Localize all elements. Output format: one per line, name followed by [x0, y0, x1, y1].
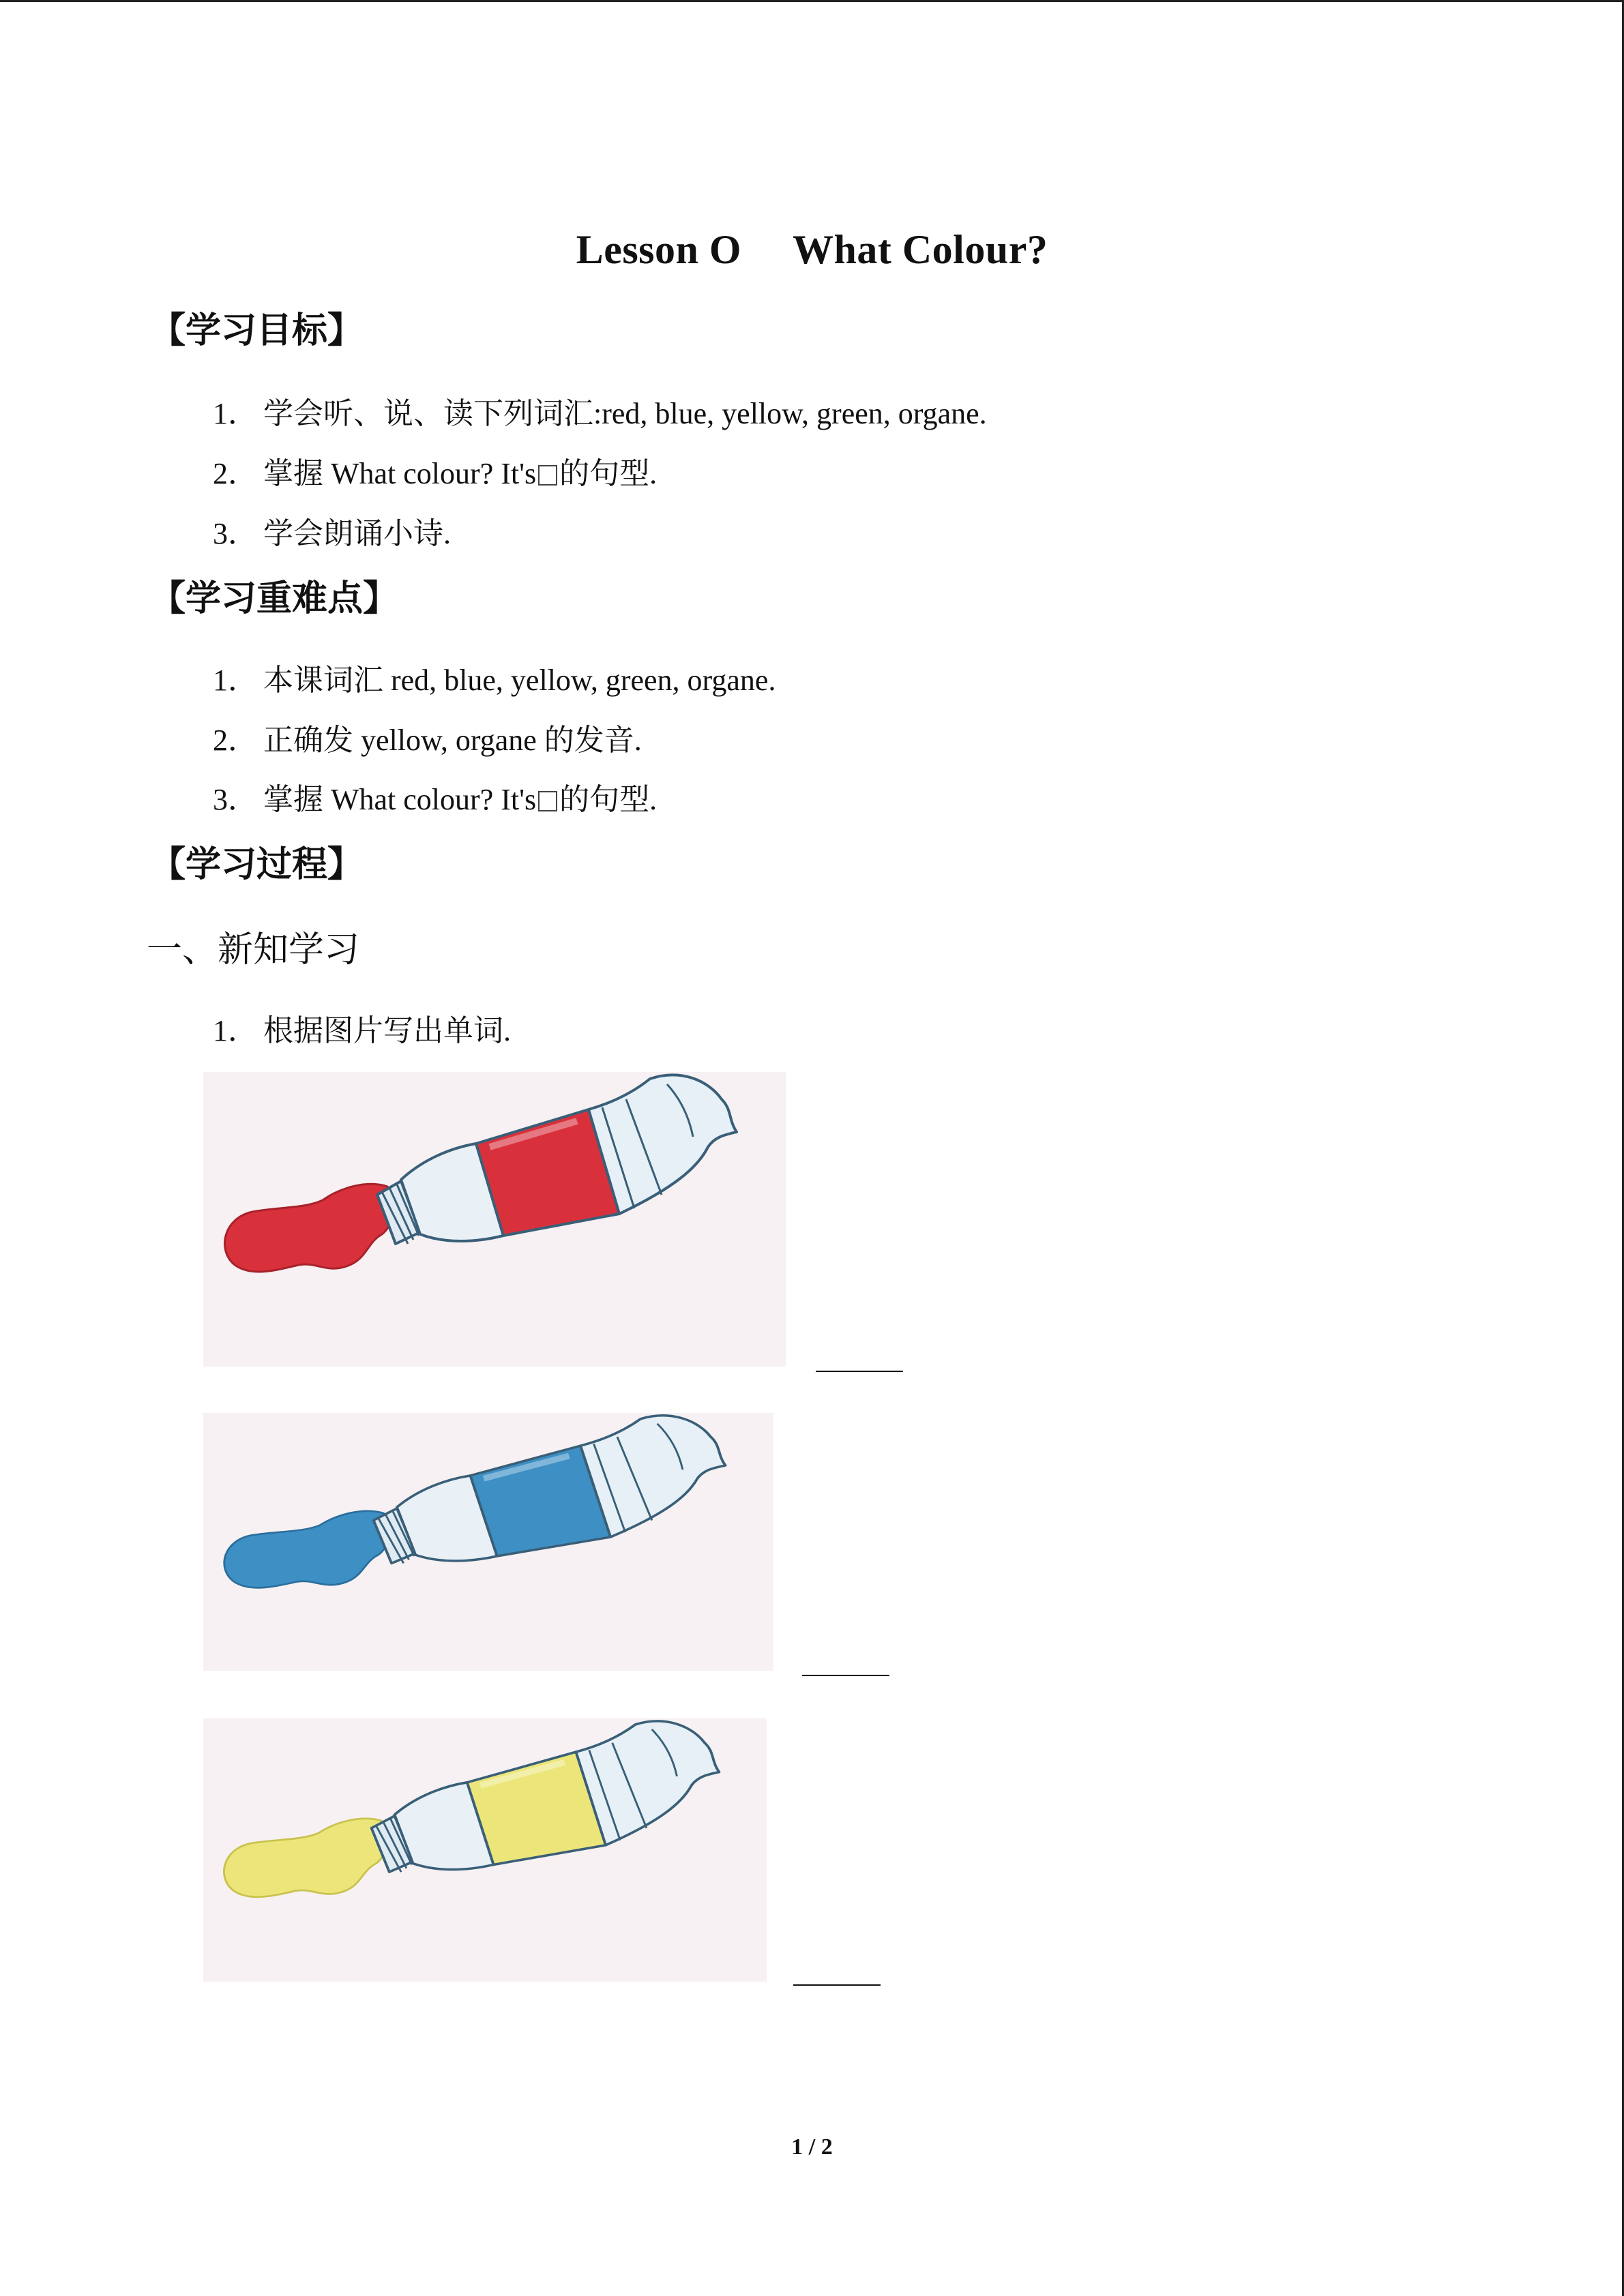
item-text: 正确发 yellow, organe 的发音.	[263, 724, 642, 757]
answer-blank-3[interactable]	[793, 1984, 881, 1986]
item-text: 掌握 What colour? It's	[263, 783, 537, 816]
red-paint-tube-picture	[203, 1072, 786, 1367]
item-number: 1．	[213, 664, 258, 697]
item-text: 学会听、说、读下列词汇:red, blue, yellow, green, organe.	[263, 397, 987, 430]
goal-item-2	[213, 449, 657, 492]
goal-item-1	[213, 389, 987, 432]
page-top-border	[0, 0, 1624, 2]
page-title: Lesson O What Colour?	[576, 227, 1048, 272]
goal-item-3	[213, 509, 451, 552]
task-item-1	[213, 1006, 511, 1049]
item-text: 学会朗诵小诗.	[263, 517, 451, 550]
item-text-suffix: 的句型.	[559, 457, 658, 490]
answer-blank-1[interactable]	[816, 1371, 903, 1372]
page-number: 1 / 2	[791, 2134, 833, 2160]
item-number: 3．	[213, 517, 258, 550]
yellow-paint-tube-icon	[203, 1718, 767, 1982]
item-text: 根据图片写出单词.	[263, 1014, 511, 1047]
keypoint-item-1	[213, 655, 776, 699]
subheading-new-knowledge: 一、新知学习	[147, 931, 360, 970]
keypoint-item-2	[213, 715, 642, 759]
answer-blank-2[interactable]	[802, 1675, 889, 1676]
item-number: 3．	[213, 783, 258, 816]
blue-paint-tube-icon	[203, 1413, 773, 1671]
item-number: 2．	[213, 457, 258, 490]
section-heading-goals: 【学习目标】	[150, 310, 364, 351]
section-heading-keypoints: 【学习重难点】	[150, 578, 399, 619]
item-text: 掌握 What colour? It's	[263, 457, 537, 490]
red-paint-tube-icon	[203, 1072, 786, 1367]
item-number: 1．	[213, 397, 258, 430]
blank-box	[538, 465, 557, 486]
section-heading-process: 【学习过程】	[150, 844, 364, 885]
keypoint-item-3	[213, 775, 657, 818]
item-text: 本课词汇 red, blue, yellow, green, organe.	[263, 664, 776, 697]
yellow-paint-tube-picture	[203, 1718, 767, 1982]
blue-paint-tube-picture	[203, 1413, 773, 1671]
item-number: 2．	[213, 724, 258, 757]
blank-box	[538, 791, 557, 811]
item-number: 1．	[213, 1014, 258, 1047]
item-text-suffix: 的句型.	[559, 783, 658, 816]
